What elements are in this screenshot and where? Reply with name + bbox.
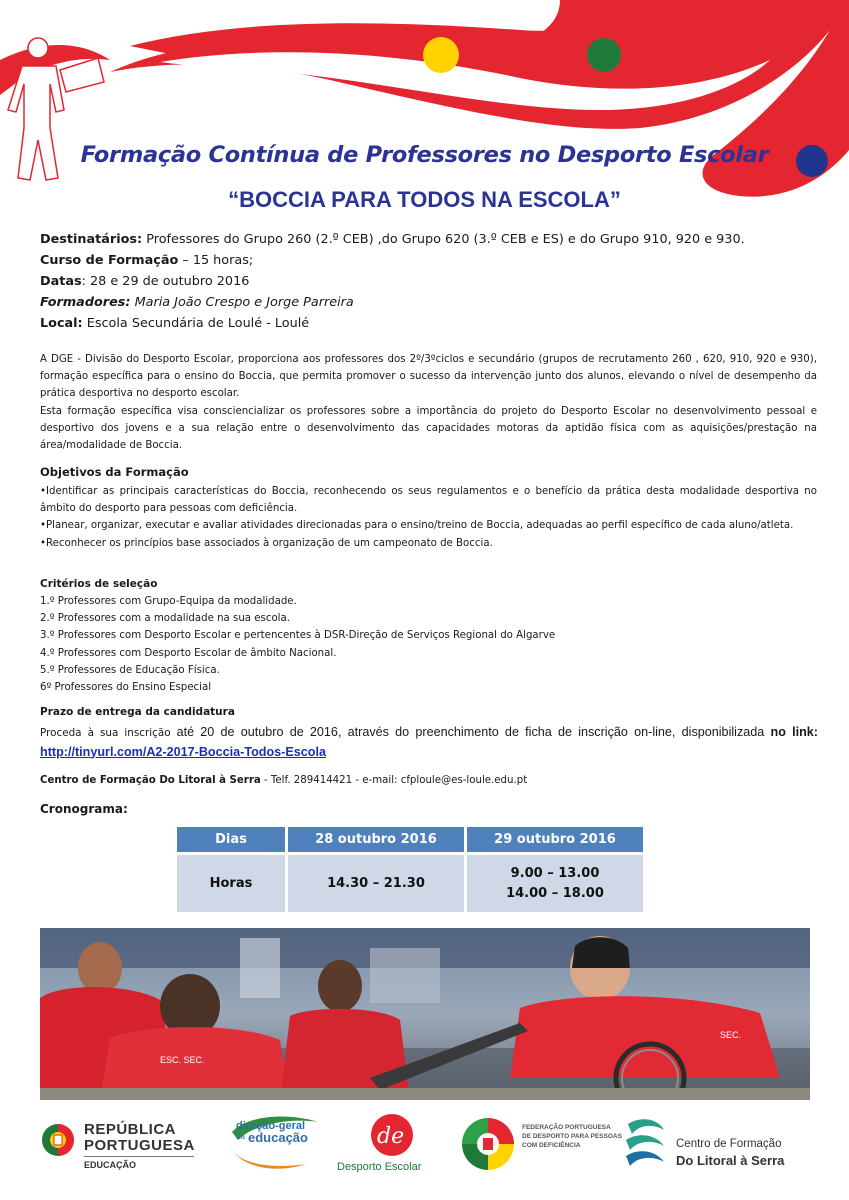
republica-line-3: EDUCAÇÃO (84, 1160, 137, 1170)
fpdd-line-1: FEDERAÇÃO PORTUGUESA (522, 1124, 611, 1131)
intro-paragraph-1: A DGE - Divisão do Desporto Escolar, proporciona aos professores dos 2º/3ºciclos e secundário (grupos de recrutamento 260 , 620, 910, 920 e 930), formação específica para o ensino do Boccia, que permita promover o sucesso da intervenção junto dos alunos, elevando o nível de desempenho da prática desportiva no desporto escolar. (40, 354, 817, 400)
dge-line-2: da (236, 1132, 245, 1141)
day-2-morning: 9.00 – 13.00 (510, 865, 600, 881)
table-header-row (177, 827, 643, 855)
deadline-bold-tail: no link: (770, 725, 818, 739)
intro-text (40, 351, 817, 454)
recipients-label: Destinatários: (40, 232, 143, 247)
objective-item: •Identificar as principais características do Boccia, reconhecendo os seus regulamentos e o benefício da prática desta modalidade desportiva no âmbito do desporto para pessoas com deficiência. (40, 486, 817, 515)
page-title: Formação Contínua de Professores no Desporto Escolar (80, 142, 769, 168)
trainers-label: Formadores: (40, 295, 131, 310)
dates-value: : 28 e 29 de outubro 2016 (81, 274, 250, 289)
schedule-title: Cronograma: (40, 802, 128, 816)
trainers-value: Maria João Crespo e Jorge Parreira (130, 295, 354, 310)
criteria-item: 3.º Professores com Desporto Escolar e pertencentes à DSR-Direção de Serviços Regional do Algarve (40, 630, 556, 642)
course-info (40, 229, 820, 334)
logo-divider (84, 1156, 194, 1157)
fpdd-line-3: COM DEFICIÊNCIA (522, 1142, 581, 1149)
dge-line-1: direção-geral (236, 1120, 306, 1132)
centro-formacao-line-2: Do Litoral à Serra (676, 1153, 785, 1168)
contact-name: Centro de Formação Do Litoral à Serra (40, 775, 261, 786)
location-label: Local: (40, 316, 83, 331)
partner-logos (0, 1108, 849, 1193)
criteria-item: 1.º Professores com Grupo-Equipa da modalidade. (40, 596, 297, 607)
dates-line (40, 271, 820, 292)
criteria-item: 2.º Professores com a modalidade na sua escola. (40, 613, 290, 625)
svg-text:ESC. SEC.: ESC. SEC. (160, 1055, 205, 1065)
objectives-list (40, 483, 817, 552)
yellow-dot (423, 37, 459, 73)
header-decoration (0, 0, 849, 215)
centro-formacao-logo-icon (624, 1116, 668, 1166)
registration-link[interactable]: http://tinyurl.com/A2-2017-Boccia-Todos-Escola (40, 744, 326, 759)
fpdd-line-2: DE DESPORTO PARA PESSOAS (522, 1133, 622, 1140)
republica-line-2: PORTUGUESA (84, 1137, 195, 1154)
schedule-table (174, 827, 646, 912)
deadline-title: Prazo de entrega da candidatura (40, 706, 235, 718)
dge-line-3: educação (248, 1130, 308, 1145)
course-line (40, 250, 820, 271)
svg-text:de: de (377, 1124, 405, 1149)
recipients-line (40, 229, 820, 250)
location-line (40, 313, 820, 334)
course-value: – 15 horas; (178, 253, 254, 268)
day-2-hours (467, 855, 643, 912)
course-label: Curso de Formação (40, 253, 179, 268)
deadline-text (40, 723, 818, 761)
deadline-body: até 20 de outubro de 2016, através do preenchimento de ficha de inscrição on-line, disponibilizada (176, 725, 771, 739)
day-2-afternoon: 14.00 – 18.00 (506, 885, 604, 901)
criteria-title: Critérios de seleção (40, 578, 158, 590)
criteria-item: 4.º Professores com Desporto Escolar de âmbito Nacional. (40, 647, 337, 659)
centro-formacao-line-1: Centro de Formação (676, 1138, 782, 1150)
objective-item: •Planear, organizar, executar e avaliar atividades direcionadas para o ensino/treino de Boccia, adequadas ao perfil específico de cada aluno/atleta. (40, 520, 794, 532)
dates-label: Datas (40, 274, 82, 289)
day-1-hours: 14.30 – 21.30 (288, 855, 464, 912)
trainers-line (40, 292, 820, 313)
location-value: Escola Secundária de Loulé - Loulé (82, 316, 310, 331)
objectives-title: Objetivos da Formação (40, 465, 189, 479)
contact-line (40, 775, 527, 786)
recipients-value: Professores do Grupo 260 (2.º CEB) ,do Grupo 620 (3.º CEB e ES) e do Grupo 910, 920 e 930. (142, 232, 745, 247)
fpdd-logo-icon (458, 1114, 518, 1174)
contact-details: - Telf. 289414421 - e-mail: cfploule@es-loule.edu.pt (260, 775, 528, 786)
republica-line-1: REPÚBLICA (84, 1121, 177, 1138)
table-row (177, 855, 643, 912)
row-label-hours: Horas (177, 855, 285, 912)
header-days: Dias (177, 827, 285, 855)
criteria-item: 5.º Professores de Educação Física. (40, 664, 220, 676)
intro-paragraph-2: Esta formação específica visa consciencializar os professores sobre a importância do projeto do Desporto Escolar no desenvolvimento pessoal e desportivo dos jovens e a sua relação entre o desenvolvimento das capacidades motoras da aptidão física com as aquisições/prestação na área/modalidade de Boccia. (40, 405, 817, 452)
green-dot (587, 38, 621, 72)
header-day-1: 28 outubro 2016 (288, 827, 464, 855)
criteria-item: 6º Professores do Ensino Especial (40, 682, 212, 694)
course-title: “BOCCIA PARA TODOS NA ESCOLA” (228, 187, 621, 212)
header-day-2: 29 outubro 2016 (467, 827, 643, 855)
desporto-escolar-logo-icon (365, 1112, 419, 1158)
desporto-escolar-label: Desporto Escolar (337, 1161, 422, 1173)
boccia-photo (40, 928, 810, 1100)
criteria-list (40, 593, 555, 696)
portuguese-coat-of-arms-icon (38, 1120, 78, 1160)
deadline-lead: Proceda à sua inscrição (40, 727, 177, 739)
objective-item: •Reconhecer os princípios base associados à organização de um campeonato de Boccia. (40, 537, 493, 549)
svg-text:SEC.: SEC. (720, 1030, 742, 1040)
